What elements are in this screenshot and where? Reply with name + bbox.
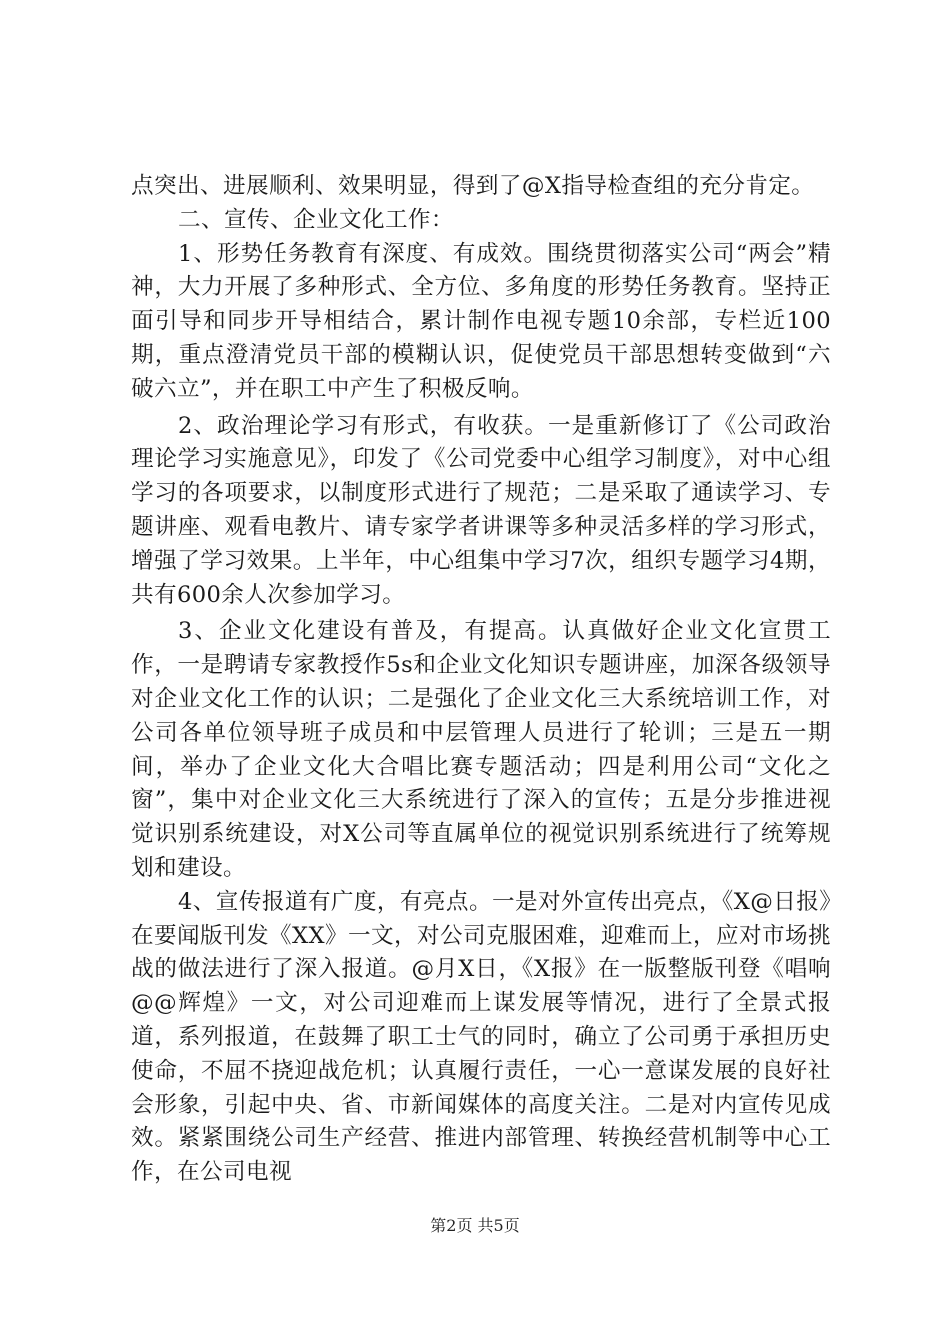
paragraph-political-theory: 2、政治理论学习有形式，有收获。一是重新修订了《公司政治理论学习实施意见》，印发了《公司党委中心组学习制度》，对中心组学习的各项要求，以制度形式进行了规范；二是采取了通读学习、专题讲座、观看电教片、请专家学者讲课等多种灵活多样的学习形式，增强了学习效果。上半年，中心组集中学习7次，组织专题学习4期，共有600余人次参加学习。 <box>131 412 831 608</box>
paragraph-continuation: 点突出、进展顺利、效果明显，得到了@X指导检查组的充分肯定。 <box>131 173 815 199</box>
paragraph-corporate-culture: 3、企业文化建设有普及，有提高。认真做好企业文化宣贯工作，一是聘请专家教授作5s和企业文化知识专题讲座，加深各级领导对企业文化工作的认识；二是强化了企业文化三大系统培训工作，对公司各单位领导班子成员和中层管理人员进行了轮训；三是五一期间，举办了企业文化大合唱比赛专题活动；四是利用公司“文化之窗”，集中对企业文化三大系统进行了深入的宣传；五是分步推进视觉识别系统建设，对X公司等直属单位的视觉识别系统进行了统筹规划和建设。 <box>131 618 831 881</box>
paragraph-publicity-reporting: 4、宣传报道有广度，有亮点。一是对外宣传出亮点，《X@日报》在要闻版刊发《XX》一文，对公司克服困难，迎难而上，应对市场挑战的做法进行了深入报道。@月X日，《X报》在一版整版刊登《唱响@@辉煌》一文，对公司迎难而上谋发展等情况，进行了全景式报道，系列报道，在鼓舞了职工士气的同时，确立了公司勇于承担历史使命，不屈不挠迎战危机；认真履行责任，一心一意谋发展的良好社会形象，引起中央、省、市新闻媒体的高度关注。二是对内宣传见成效。紧紧围绕公司生产经营、推进内部管理、转换经营机制等中心工作，在公司电视 <box>131 888 831 1186</box>
section-heading: 二、宣传、企业文化工作： <box>178 206 454 233</box>
document-body <box>131 170 831 1190</box>
page-number-footer: 第2页 共5页 <box>430 1216 520 1235</box>
paragraph-situation-education: 1、形势任务教育有深度、有成效。围绕贯彻落实公司“两会”精神，大力开展了多种形式、全方位、多角度的形势任务教育。坚持正面引导和同步开导相结合，累计制作电视专题10余部，专栏近100期，重点澄清党员干部的模糊认识，促使党员干部思想转变做到“六破六立”，并在职工中产生了积极反响。 <box>131 240 831 402</box>
